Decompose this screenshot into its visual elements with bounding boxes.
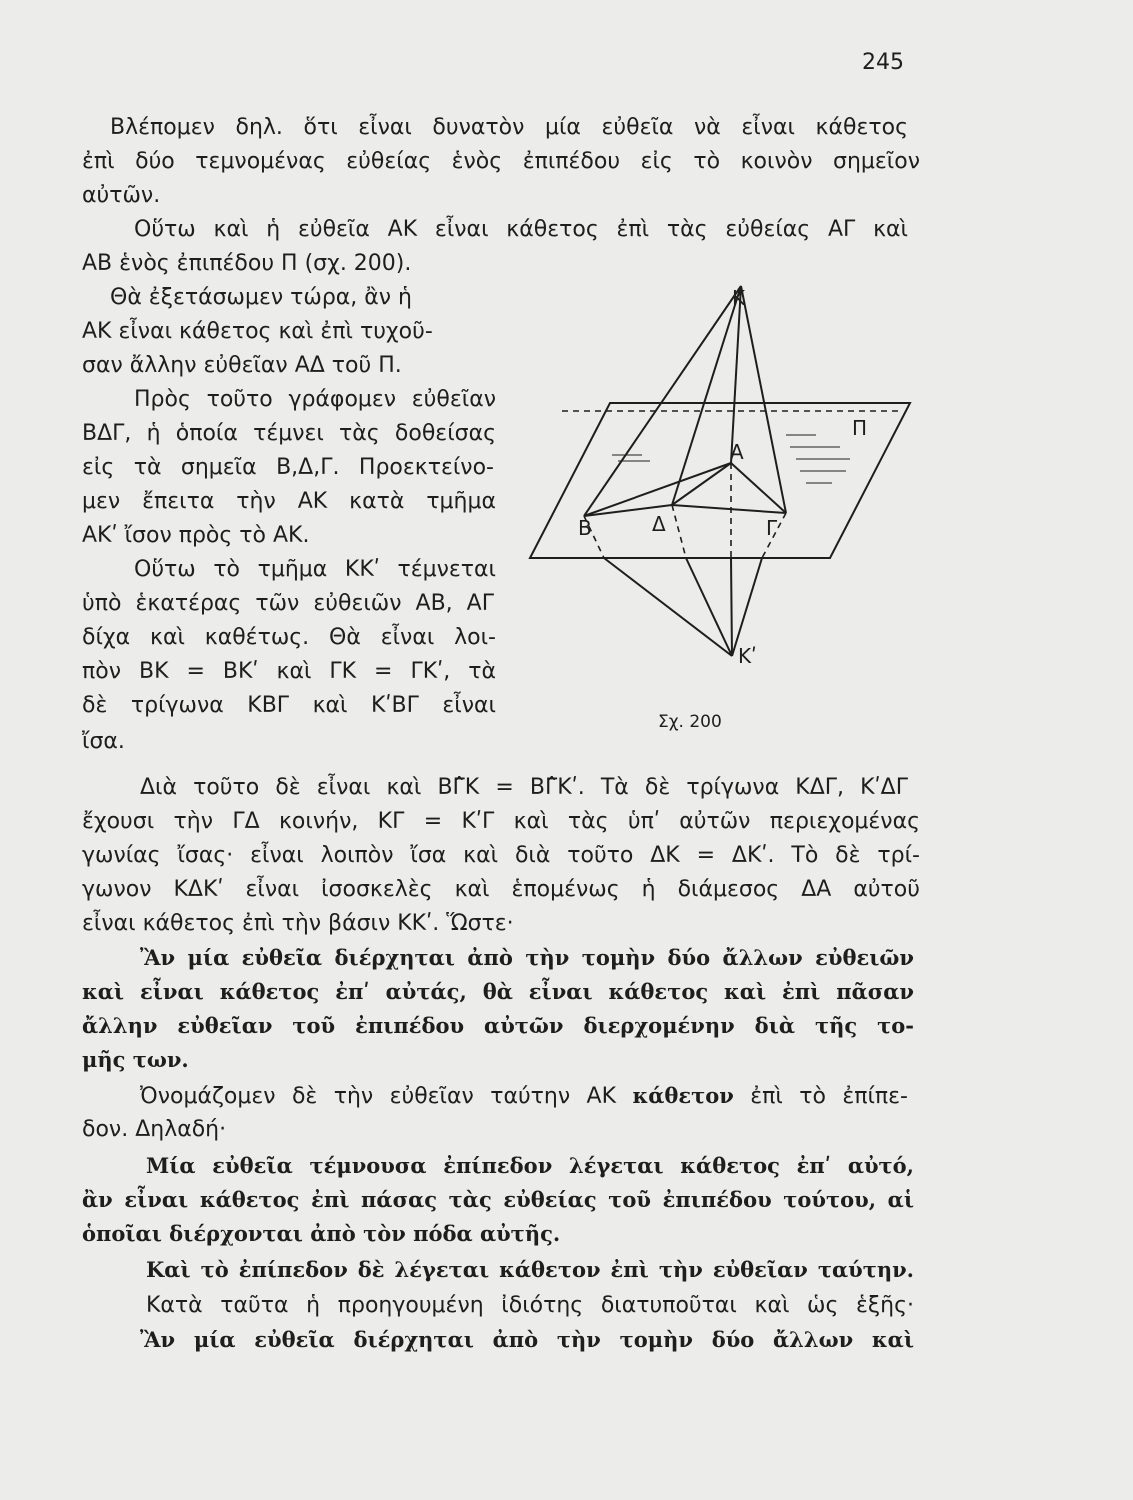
theorem-line: καὶ εἶναι κάθετος ἐπʹ αὐτάς, θὰ εἶναι κάθετος καὶ ἐπὶ πᾶσαν bbox=[82, 979, 914, 1004]
hidden-segment-d bbox=[672, 505, 686, 558]
text-line: ΑΒ ἑνὸς ἐπιπέδου Π (σχ. 200). bbox=[82, 251, 412, 276]
text-line bbox=[140, 1082, 908, 1111]
page-number: 245 bbox=[862, 50, 904, 75]
text-line: εἰς τὰ σημεῖα Β,Δ,Γ. Προεκτείνο- bbox=[82, 455, 494, 480]
figure-200 bbox=[500, 283, 920, 743]
segment-ad bbox=[672, 463, 731, 505]
text-line: ἔχουσι τὴν ΓΔ κοινήν, ΚΓ = ΚʹΓ καὶ τὰς ὑπʹ αὐτῶν περιεχομένας bbox=[82, 809, 920, 834]
text-segment: ἐπὶ τὸ ἐπίπε- bbox=[733, 1084, 909, 1109]
theorem-line: μῆς των. bbox=[82, 1047, 189, 1072]
text-line: ἴσα. bbox=[82, 729, 125, 754]
text-line: Βλέπομεν δηλ. ὅτι εἶναι δυνατὸν μία εὐθεῖα νὰ εἶναι κάθετος bbox=[110, 115, 908, 140]
label-a: Α bbox=[730, 440, 744, 464]
segment-dg bbox=[672, 505, 786, 513]
text-line: Διὰ τοῦτο δὲ εἶναι καὶ ΒΓ̂Κ = ΒΓ̂Κʹ. Τὰ δὲ τρίγωνα ΚΔΓ, ΚʹΔΓ bbox=[140, 775, 908, 800]
text-line: ΑΚ εἶναι κάθετος καὶ ἐπὶ τυχοῦ- bbox=[82, 319, 433, 344]
figure-caption: Σχ. 200 bbox=[658, 712, 722, 732]
definition-line: Καὶ τὸ ἐπίπεδον δὲ λέγεται κάθετον ἐπὶ τὴν εὐθεῖαν ταύτην. bbox=[146, 1257, 914, 1282]
text-line: μεν ἔπειτα τὴν ΑΚ κατὰ τμῆμα bbox=[82, 489, 496, 514]
segment-bkp bbox=[604, 558, 732, 656]
text-line: γωνον ΚΔΚʹ εἶναι ἰσοσκελὲς καὶ ἑπομένως ἡ διάμεσος ΔΑ αὐτοῦ bbox=[82, 877, 920, 902]
term-perpendicular: κάθετον bbox=[632, 1083, 734, 1108]
definition-line: ὁποῖαι διέρχονται ἀπὸ τὸν πόδα αὐτῆς. bbox=[82, 1221, 561, 1246]
segment-kb bbox=[584, 286, 741, 516]
label-k: Κ bbox=[732, 286, 746, 310]
text-line: δίχα καὶ καθέτως. Θὰ εἶναι λοι- bbox=[82, 625, 496, 650]
segment-dkp bbox=[686, 558, 732, 656]
text-line: σαν ἄλλην εὐθεῖαν ΑΔ τοῦ Π. bbox=[82, 353, 402, 378]
text-line: ἐπὶ δύο τεμνομένας εὐθείας ἑνὸς ἐπιπέδου εἰς τὸ κοινὸν σημεῖον bbox=[82, 149, 920, 174]
label-p: Π bbox=[852, 416, 868, 440]
text-line: Θὰ ἐξετάσωμεν τώρα, ἂν ἡ bbox=[110, 285, 412, 310]
theorem-line: Ἂν μία εὐθεῖα διέρχηται ἀπὸ τὴν τομὴν δύο ἄλλων καὶ bbox=[140, 1327, 914, 1352]
text-line: εἶναι κάθετος ἐπὶ τὴν βάσιν ΚΚʹ. Ὥστε· bbox=[82, 911, 514, 936]
theorem-line: Ἂν μία εὐθεῖα διέρχηται ἀπὸ τὴν τομὴν δύο ἄλλων εὐθειῶν bbox=[140, 945, 914, 970]
theorem-line: ἄλλην εὐθεῖαν τοῦ ἐπιπέδου αὐτῶν διερχομένην διὰ τῆς το- bbox=[82, 1013, 914, 1038]
text-line: ΒΔΓ, ἡ ὁποία τέμνει τὰς δοθείσας bbox=[82, 421, 496, 446]
label-b: Β bbox=[578, 516, 592, 540]
text-line: Πρὸς τοῦτο γράφομεν εὐθεῖαν bbox=[134, 387, 496, 412]
label-d: Δ bbox=[652, 512, 666, 536]
text-line: Οὕτω τὸ τμῆμα ΚΚʹ τέμνεται bbox=[134, 557, 496, 582]
segment-gkp bbox=[732, 558, 762, 656]
text-segment: Ὀνομάζομεν δὲ τὴν εὐθεῖαν ταύτην ΑΚ bbox=[140, 1084, 633, 1109]
label-kp: Κʹ bbox=[738, 644, 757, 668]
text-line: δον. Δηλαδή· bbox=[82, 1117, 227, 1142]
text-line: πὸν ΒΚ = ΒΚʹ καὶ ΓΚ = ΓΚʹ, τὰ bbox=[82, 659, 496, 684]
text-line: Κατὰ ταῦτα ἡ προηγουμένη ἰδιότης διατυποῦται καὶ ὡς ἑξῆς· bbox=[146, 1293, 914, 1318]
segment-akp bbox=[731, 558, 732, 656]
text-line: Οὕτω καὶ ἡ εὐθεῖα ΑΚ εἶναι κάθετος ἐπὶ τὰς εὐθείας ΑΓ καὶ bbox=[134, 217, 908, 242]
text-line: αὐτῶν. bbox=[82, 183, 161, 208]
label-g: Γ bbox=[766, 516, 778, 540]
text-line: ὑπὸ ἑκατέρας τῶν εὐθειῶν ΑΒ, ΑΓ bbox=[82, 591, 494, 616]
text-line: δὲ τρίγωνα ΚΒΓ καὶ ΚʹΒΓ εἶναι bbox=[82, 693, 496, 718]
text-line: ΑΚʹ ἴσον πρὸς τὸ ΑΚ. bbox=[82, 523, 310, 548]
definition-line: ἂν εἶναι κάθετος ἐπὶ πάσας τὰς εὐθείας τοῦ ἐπιπέδου τούτου, αἱ bbox=[82, 1187, 914, 1212]
definition-line: Μία εὐθεῖα τέμνουσα ἐπίπεδον λέγεται κάθετος ἐπʹ αὐτό, bbox=[146, 1153, 914, 1178]
text-line: γωνίας ἴσας· εἶναι λοιπὸν ἴσα καὶ διὰ τοῦτο ΔΚ = ΔΚʹ. Τὸ δὲ τρί- bbox=[82, 843, 920, 868]
